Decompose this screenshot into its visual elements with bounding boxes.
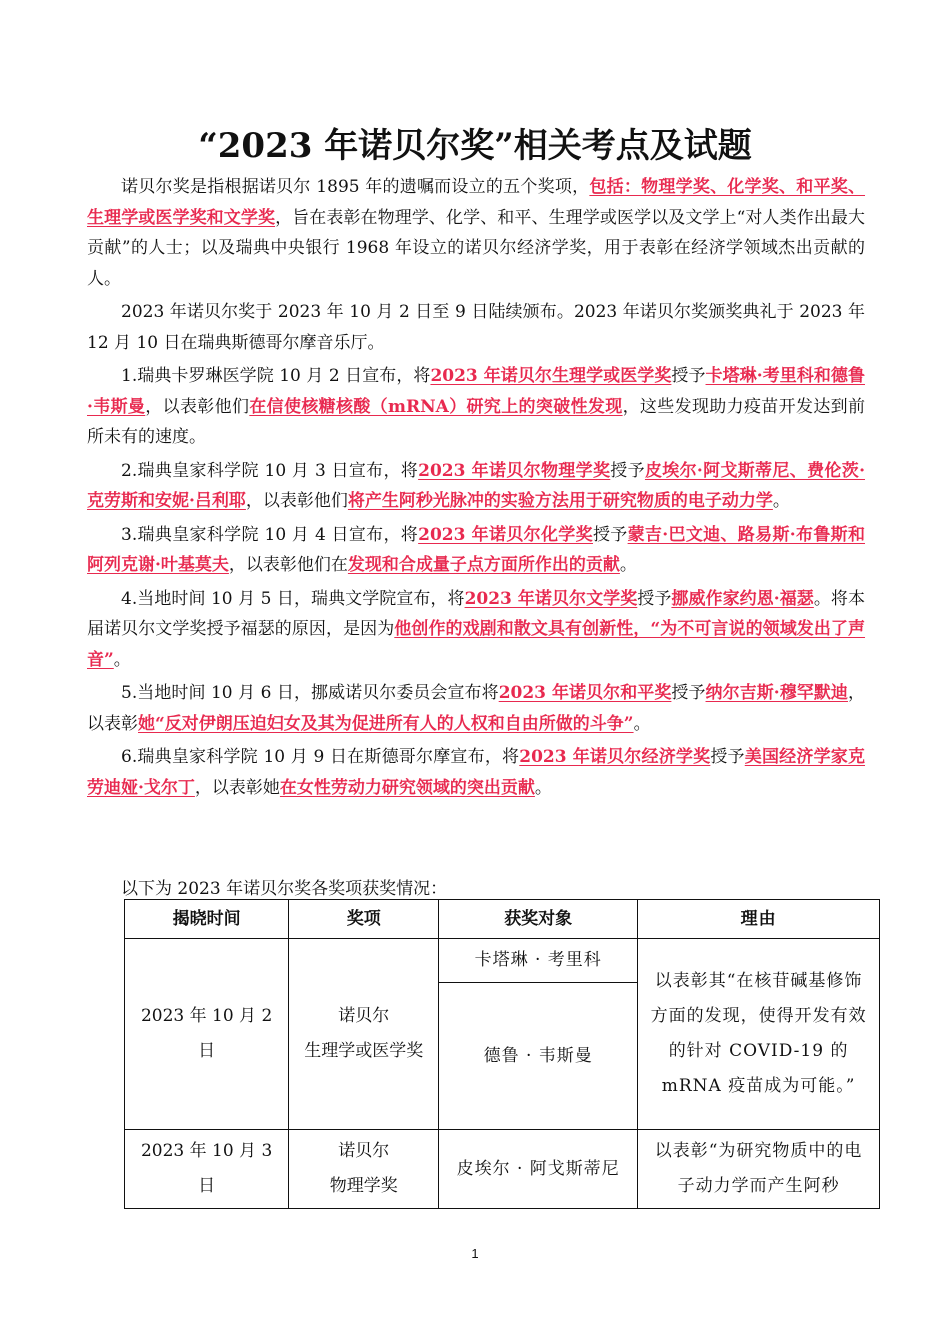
text-run: 5.当地时间 10 月 6 日，挪威诺贝尔委员会宣布将 [121, 683, 499, 703]
text-run: 2.瑞典皇家科学院 10 月 3 日宣布，将 [121, 460, 419, 481]
schedule-paragraph: 2023 年诺贝尔奖于 2023 年 10 月 2 日至 9 日陆续颁布。2023 年诺贝尔奖颁奖典礼于 2023 年 12 月 10 日在瑞典斯德哥尔摩音乐厅。 [87, 302, 865, 353]
highlight-prize: 2023 年诺贝尔和平奖 [498, 683, 672, 703]
table-header-row [125, 900, 880, 939]
prize-item [87, 678, 865, 739]
award-line: 诺贝尔 [338, 1006, 390, 1026]
text-run: 。将本届诺贝尔文学奖授予福瑟的原因，是因为 [87, 588, 865, 639]
award-line: 物理学奖 [329, 1176, 398, 1196]
text-run: ，以表彰他们在 [228, 555, 348, 575]
text-run: 授予 [610, 460, 645, 481]
highlight-reason: 在女性劳动力研究领域的突出贡献 [279, 777, 535, 798]
cell-reason: 以表彰其“在核苷碱基修饰方面的发现，使得开发有效的针对 COVID-19 的 mRNA 疫苗成为可能。” [638, 939, 880, 1130]
header-award: 奖项 [289, 900, 439, 939]
text-run: 。 [772, 491, 790, 511]
highlight-winner: 挪威作家约恩·福瑟 [671, 588, 814, 609]
text-run: ，以表彰 [87, 683, 865, 734]
text-run: 授予 [671, 683, 706, 703]
text-run: 1.瑞典卡罗琳医学院 10 月 2 日宣布，将 [121, 366, 431, 386]
cell-reason: 以表彰“为研究物质中的电子动力学而产生阿秒 [638, 1130, 880, 1209]
page-number: 1 [471, 1246, 479, 1261]
text-run: 授予 [710, 747, 745, 767]
highlight-reason: 将产生阿秒光脉冲的实验方法用于研究物质的电子动力学 [347, 491, 773, 511]
page-title: “2023 年诺贝尔奖”相关考点及试题 [198, 126, 752, 166]
highlight-winner: 纳尔吉斯·穆罕默迪 [705, 683, 848, 703]
date-text: 2023 年 10 月 2 日 [140, 1006, 273, 1061]
award-line: 诺贝尔 [338, 1141, 390, 1161]
text-run: ，这些发现助力疫苗开发达到前所未有的速度。 [87, 396, 865, 447]
table-row [125, 939, 880, 983]
text-run: ，以表彰他们 [145, 396, 250, 417]
text-run: 授予 [637, 588, 672, 609]
cell-winner: 德鲁 · 韦斯曼 [439, 983, 638, 1130]
text-run: ，旨在表彰在物理学、化学、和平、生理学或医学以及文学上“对人类作出最大贡献”的人士；以及瑞典中央银行 1968 年设立的诺贝尔经济学奖，用于表彰在经济学领域杰出贡献的人。 [87, 207, 865, 289]
text-run: 。 [113, 649, 131, 670]
header-winner: 获奖对象 [439, 900, 638, 939]
cell-winner: 皮埃尔 · 阿戈斯蒂尼 [439, 1130, 638, 1209]
awards-table [124, 899, 880, 1209]
prize-item [87, 456, 865, 517]
text-run: ，以表彰她 [194, 777, 280, 798]
highlight-prize-list: 包括：物理学奖、化学奖、和平奖、生理学或医学奖和文学奖 [87, 177, 866, 228]
highlight-reason: 在信使核糖核酸（mRNA）研究上的突破性发现 [249, 396, 623, 417]
cell-date [125, 939, 289, 1130]
cell-award [289, 939, 439, 1130]
body-text [87, 172, 865, 806]
text-run: ，以表彰他们 [245, 491, 348, 511]
prize-item [87, 520, 865, 581]
intro-paragraph [87, 172, 865, 294]
date-text: 2023 年 10 月 3 日 [140, 1141, 273, 1196]
highlight-prize: 2023 年诺贝尔生理学或医学奖 [430, 366, 672, 386]
cell-award [289, 1130, 439, 1209]
prize-item [87, 361, 865, 453]
prize-item [87, 584, 865, 676]
text-run: 授予 [671, 366, 706, 386]
text-run: 诺贝尔奖是指根据诺贝尔 1895 年的遗嘱而设立的五个奖项， [121, 177, 590, 197]
prize-item [87, 742, 865, 803]
highlight-prize: 2023 年诺贝尔物理学奖 [418, 460, 611, 481]
text-run: 4.当地时间 10 月 5 日，瑞典文学院宣布，将 [121, 588, 465, 609]
highlight-reason: 发现和合成量子点方面所作出的贡献 [347, 555, 620, 575]
header-reason: 理由 [638, 900, 880, 939]
cell-date [125, 1130, 289, 1209]
text-run: 3.瑞典皇家科学院 10 月 4 日宣布，将 [121, 524, 419, 545]
text-run: 。 [619, 555, 637, 575]
header-date: 揭晓时间 [125, 900, 289, 939]
table-row [125, 1130, 880, 1209]
highlight-prize: 2023 年诺贝尔经济学奖 [519, 747, 711, 767]
text-run: 6.瑞典皇家科学院 10 月 9 日在斯德哥尔摩宣布，将 [121, 747, 520, 767]
award-line: 生理学或医学奖 [304, 1041, 424, 1061]
highlight-prize: 2023 年诺贝尔文学奖 [464, 588, 638, 609]
highlight-prize: 2023 年诺贝尔化学奖 [418, 524, 593, 545]
highlight-winner: 卡塔琳·考里科和德鲁·韦斯曼 [87, 366, 865, 417]
text-run: 。 [534, 777, 552, 798]
highlight-reason: 她“反对伊朗压迫妇女及其为促进所有人的人权和自由所做的斗争” [138, 713, 634, 734]
highlight-winner: 蒙吉·巴文迪、路易斯·布鲁斯和阿列克谢·叶基莫夫 [87, 524, 865, 575]
highlight-reason: 他创作的戏剧和散文具有创新性，“为不可言说的领域发出了声音” [87, 619, 866, 670]
highlight-winner: 皮埃尔·阿戈斯蒂尼、费伦茨·克劳斯和安妮·吕利耶 [87, 460, 865, 511]
cell-winner: 卡塔琳 · 考里科 [439, 939, 638, 983]
text-run: 授予 [592, 524, 628, 545]
highlight-winner: 美国经济学家克劳迪娅·戈尔丁 [87, 747, 866, 798]
text-run: 。 [633, 713, 651, 734]
table-intro: 以下为 2023 年诺贝尔奖各奖项获奖情况： [121, 879, 448, 899]
